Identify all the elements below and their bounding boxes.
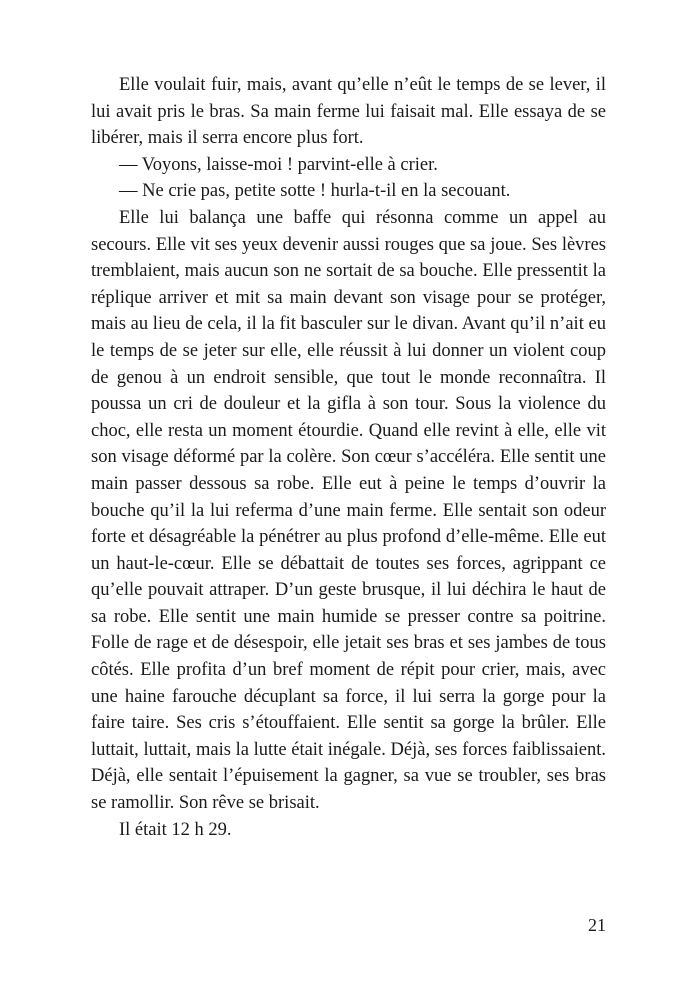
dialogue-line-1: — Voyons, laisse-moi ! parvint-elle à crier. bbox=[119, 154, 438, 175]
page-body bbox=[91, 72, 606, 843]
dialogue-line-2: — Ne crie pas, petite sotte ! hurla-t-il en la secouant. bbox=[119, 181, 511, 202]
paragraph-1: Elle voulait fuir, mais, avant qu’elle n’eût le temps de se lever, il lui avait pris le bras. Sa main ferme lui faisait mal. Elle essaya de se libérer, mais il serra encore plus fort. bbox=[91, 75, 606, 149]
paragraph-main: Elle lui balança une baffe qui résonna comme un appel au secours. Elle vit ses yeux devenir aussi rouges que sa joue. Ses lèvres tremblaient, mais aucun son ne sortait de sa bouche. Elle pressentit la réplique arriver et mit sa main devant son visage pour se protéger, mais au lieu de cela, il la fit basculer sur le divan. Avant qu’il n’ait eu le temps de se jeter sur elle, elle réussit à lui donner un violent coup de genou à un endroit sensible, que tout le monde reconnaîtra. Il poussa un cri de douleur et la gifla à son tour. Sous la violence du choc, elle resta un moment étourdie. Quand elle revint à elle, elle vit son visage déformé par la colère. Son cœur s’accéléra. Elle sentit une main passer dessous sa robe. Elle eut à peine le temps d’ouvrir la bouche qu’il la lui referma d’une main ferme. Elle sentait son odeur forte et désagréable la pénétrer au plus profond d’elle-même. Elle eut un haut-le-cœur. Elle se débattait de toutes ses forces, agrippant ce qu’elle pouvait attraper. D’un geste brusque, il lui déchira le haut de sa robe. Elle sentit une main humide se presser contre sa poitrine. Folle de rage et de désespoir, elle jetait ses bras et ses jambes de tous côtés. Elle profita d’un bref moment de répit pour crier, mais, avec une haine farouche décuplant sa force, il lui serra la gorge pour la faire taire. Ses cris s’étouffaient. Elle sentit sa gorge la brûler. Elle luttait, luttait, mais la lutte était inégale. Déjà, ses forces faiblissaient. Déjà, elle sentait l’épuisement la gagner, sa vue se troubler, ses bras se ramollir. Son rêve se brisait. bbox=[91, 207, 606, 814]
page-number: 21 bbox=[588, 915, 606, 935]
closing-line: Il était 12 h 29. bbox=[119, 819, 232, 840]
